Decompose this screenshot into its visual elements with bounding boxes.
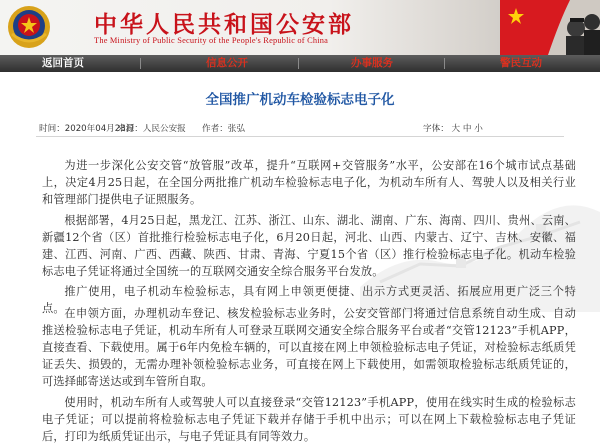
nav-home[interactable]: 返回首页 (42, 57, 84, 69)
article-title: 全国推广机动车检验标志电子化 (205, 92, 395, 108)
police-emblem-icon (6, 4, 52, 50)
font-size-controls (423, 122, 483, 134)
font-size-label: 字体： (423, 124, 449, 134)
article-paragraph: 在申领方面，办理机动车登记、核发检验标志业务时，公安交管部门将通过信息系统自动生成、自动推送检验标志电子凭证，机动车所有人可登录互联网交通安全综合服务平台或者“交管12123”手机APP，直接查看、下载使用。属于6年内免检车辆的，可以直接在网上申领检验标志电子凭证，对检验标志纸质凭证丢失、损毁的，无需办理补领检验标志业务，可直接在网上下载使用，如需领取检验标志纸质凭证的，可选择邮寄送达或到车管所自取。 (42, 307, 576, 388)
site-subtitle: The Ministry of Public Security of the People's Republic of China (94, 36, 329, 45)
article-author: 作者：张弘 (202, 124, 245, 134)
nav-interaction[interactable]: 警民互动 (500, 57, 542, 69)
flag-and-police-image (500, 0, 600, 55)
meta-divider (36, 136, 564, 137)
nav-divider (298, 58, 299, 69)
article-paragraph: 根据部署，4月25日起，黑龙江、江苏、浙江、山东、湖北、湖南、广东、海南、四川、贵州、云南、新疆12个省（区）首批推行检验标志电子化，6月20日起，河北、山西、内蒙古、辽宁、吉林、安徽、福建、江西、河南、广西、西藏、陕西、甘肃、青海、宁夏15个省（区）推行检验标志电子化。机动车检验标志电子凭证将通过全国统一的互联网交通安全综合服务平台发放。 (42, 214, 577, 278)
main-nav (0, 55, 600, 72)
site-title: 中华人民共和国公安部 (94, 12, 354, 38)
nav-info-disclosure[interactable]: 信息公开 (206, 57, 248, 69)
font-size-small[interactable]: 小 (474, 124, 483, 134)
nav-divider (140, 58, 141, 69)
article-paragraph: 推广使用，电子机动车检验标志，具有网上申领更便捷、出示方式更灵活、拓展应用更广泛三个特点。 (42, 285, 576, 315)
site-header (0, 0, 600, 55)
article-paragraph: 为进一步深化公安交管“放管服”改革，提升“互联网+交管服务”水平，公安部在16个城市试点基础上，决定4月25日起，在全国分两批推广机动车检验标志电子化，为机动车所有人、驾驶人以及相关行业和管理部门提供电子证照服务。 (42, 159, 576, 206)
font-size-medium[interactable]: 中 (462, 124, 472, 134)
article-time: 时间：2020年04月23日 (39, 124, 135, 134)
article-paragraph: 使用时，机动车所有人或驾驶人可以直接登录“交管12123”手机APP，使用在线实时生成的检验标志电子凭证；可以提前将检验标志电子凭证下载并存储于手机中出示；可以在网上下载检验标志电子凭证后，打印为纸质凭证出示，与电子凭证具有同等效力。 (42, 396, 576, 443)
font-size-large[interactable]: 大 (451, 124, 461, 134)
nav-services[interactable]: 办事服务 (351, 57, 393, 69)
article-source: 来源：人民公安报 (117, 124, 186, 134)
nav-divider (444, 58, 445, 69)
